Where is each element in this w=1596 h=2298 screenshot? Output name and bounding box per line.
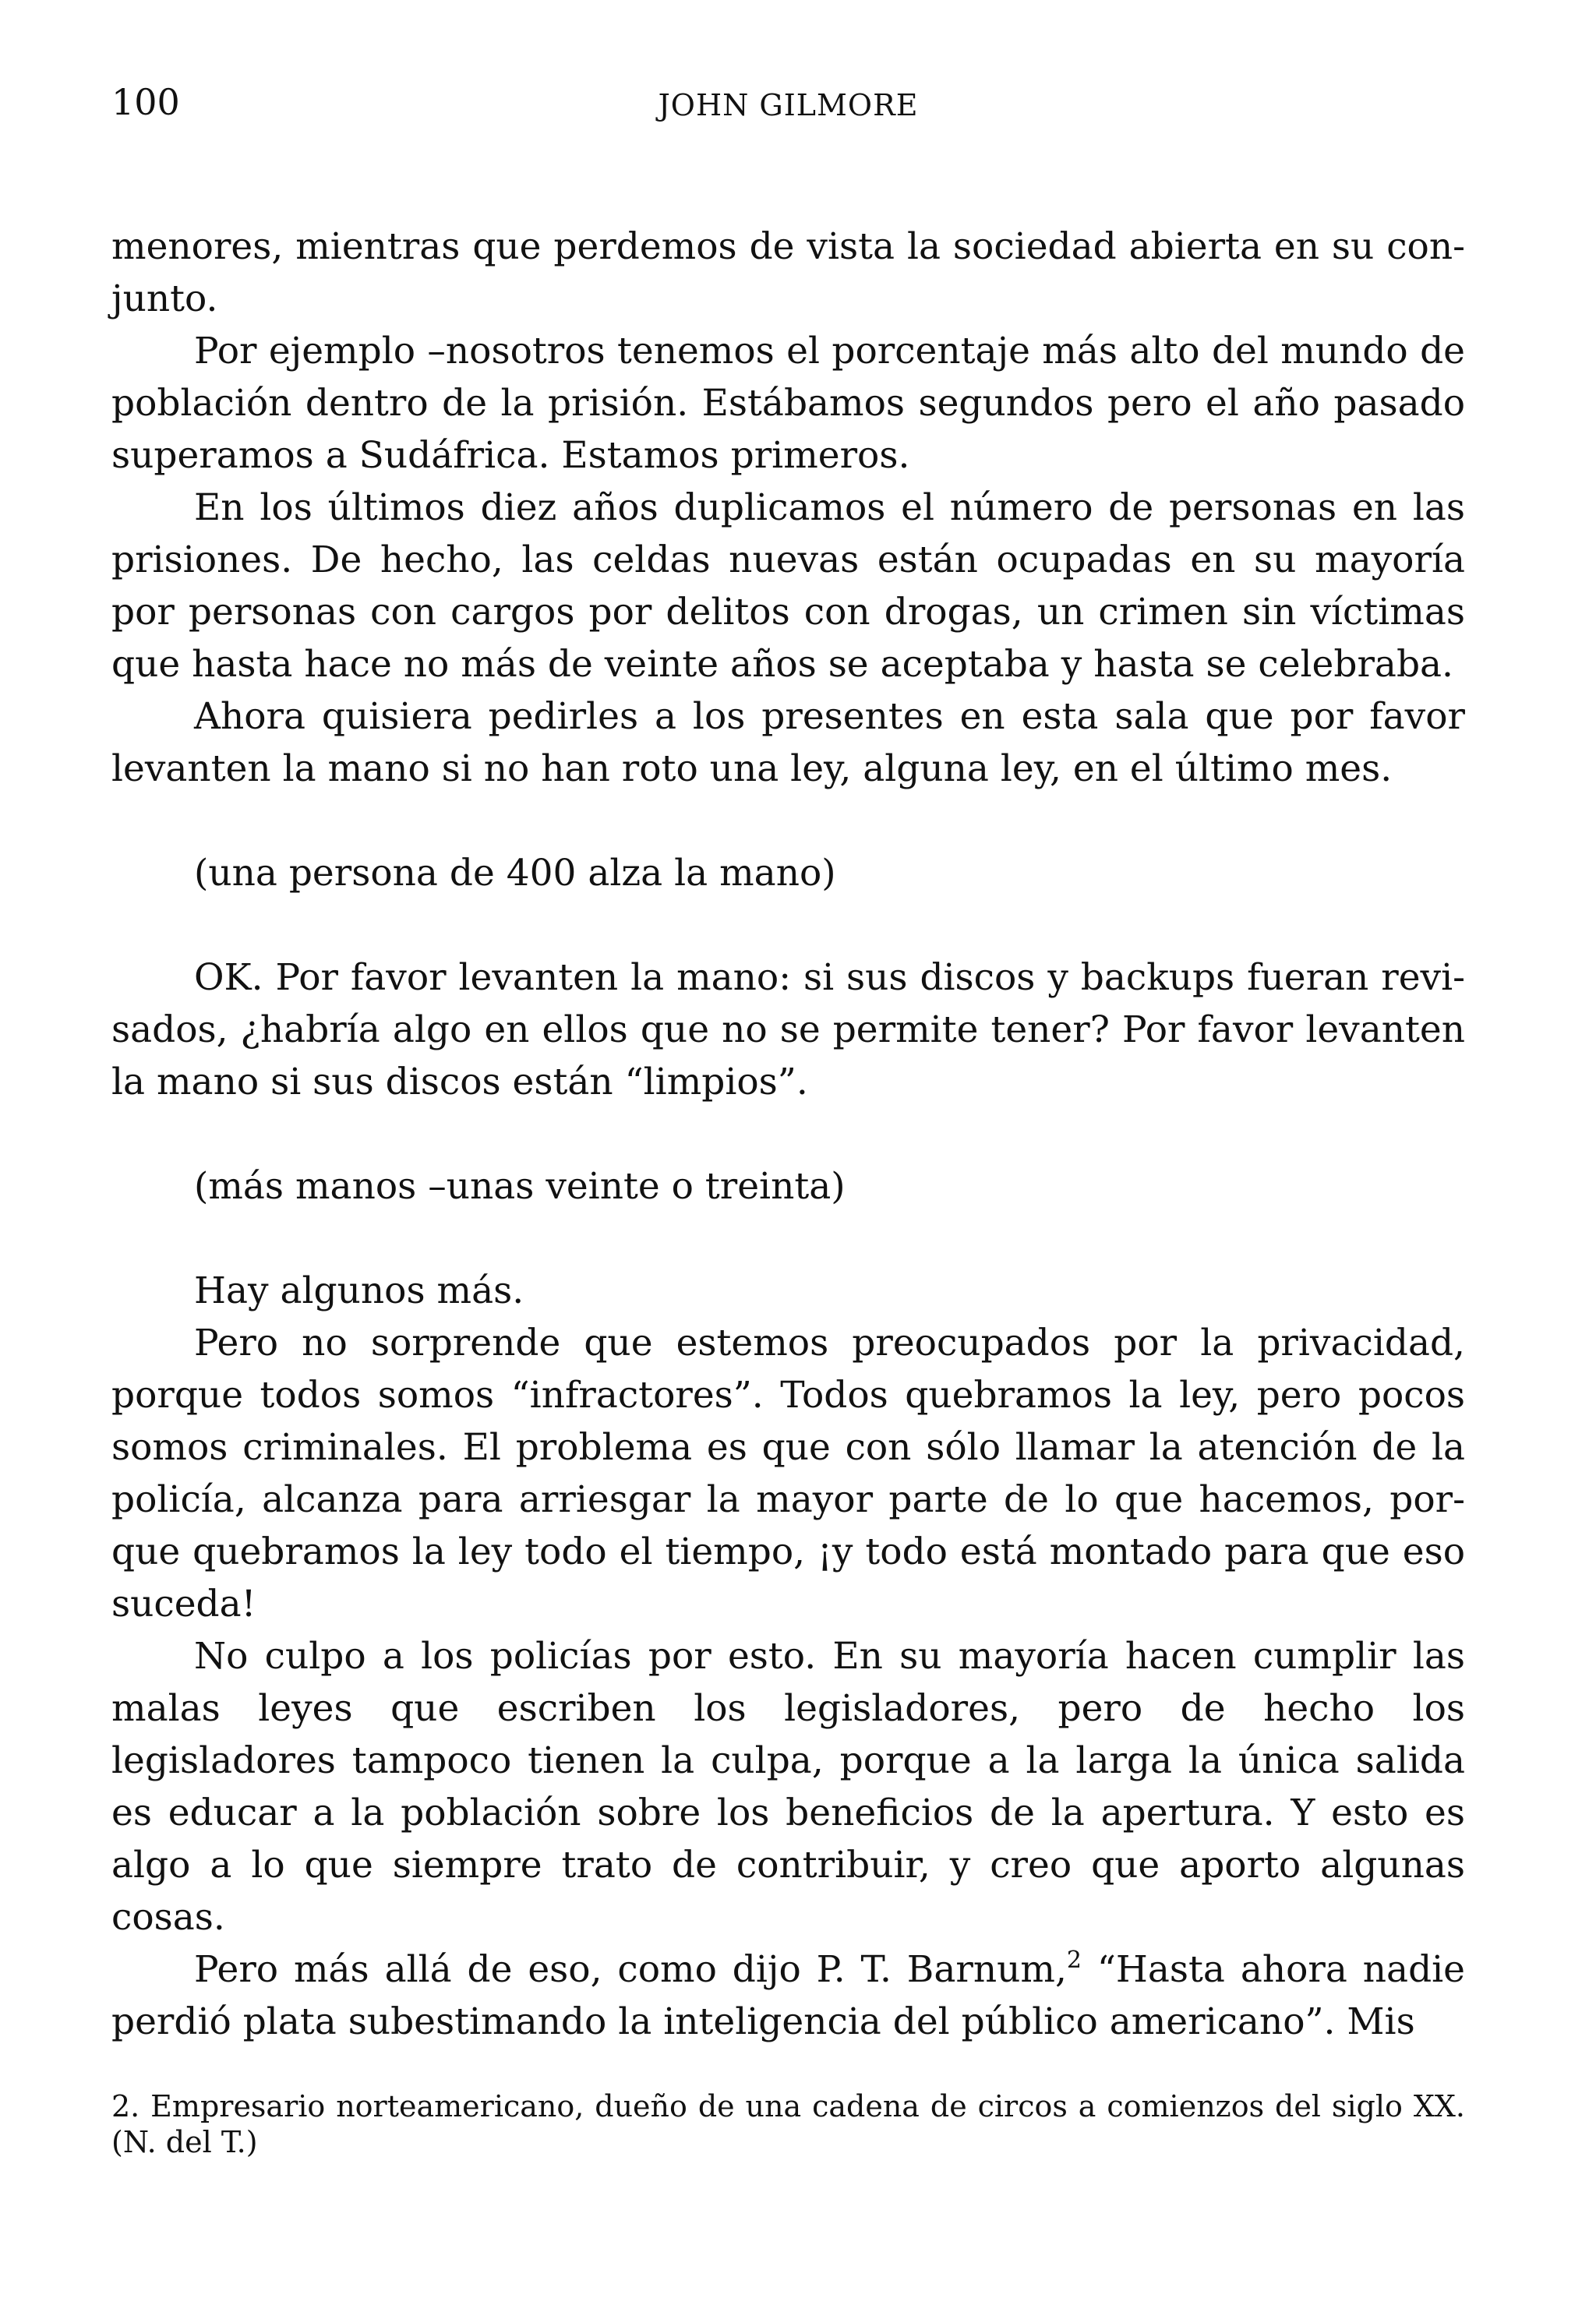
paragraph [111,1943,1465,2048]
paragraph: menores, mientras que perdemos de vista la sociedad abierta en su conjunto. [111,225,1465,320]
page-number: 100 [111,81,180,123]
paragraph: Hay algunos más. [194,1269,524,1312]
stage-direction: (una persona de 400 alza la mano) [194,852,836,895]
running-head: JOHN GILMORE [658,88,919,122]
paragraph-text: “Hasta ahora nadie perdió plata subestimando la inteligencia del público americano”. Mis [111,1948,1465,2043]
paragraph: Pero no sorprende que estemos preocupados por la privacidad, porque todos somos “infractores”. Todos quebramos la ley, pero pocos somos criminales. El problema es que con sólo llamar la atención de la policía, alcanza para arriesgar la mayor parte de lo que hacemos, porque quebramos la ley todo el tiempo, ¡y todo está montado para que eso suceda! [111,1322,1465,1626]
body-text [111,221,1465,2048]
footnote: 2. Empresario norteamericano, dueño de una cadena de circos a comienzos del siglo XX. (N. del T.) [111,2089,1465,2159]
paragraph-text: Pero más allá de eso, como dijo P. T. Barnum, [194,1948,1067,1991]
footnote-reference[interactable]: 2 [1066,1947,1082,1974]
stage-direction: (más manos –unas veinte o treinta) [194,1165,846,1208]
book-page [111,0,1465,2298]
paragraph: En los últimos diez años duplicamos el número de personas en las prisiones. De hecho, las celdas nuevas están ocupadas en su mayoría por personas con cargos por delitos con drogas, un crimen sin víctimas que hasta hace no más de veinte años se aceptaba y hasta se celebraba. [111,486,1465,686]
page-header [111,75,1465,129]
paragraph: No culpo a los policías por esto. En su mayoría hacen cumplir las malas leyes que escriben los legisladores, pero de hecho los legisladores tampoco tienen la culpa, porque a la larga la única salida es educar a la población sobre los beneficios de la apertura. Y esto es algo a lo que siempre trato de contribuir, y creo que aporto algunas cosas. [111,1635,1465,1939]
paragraph: Ahora quisiera pedirles a los presentes en esta sala que por favor levanten la mano si no han roto una ley, alguna ley, en el último mes. [111,695,1465,790]
paragraph: Por ejemplo –nosotros tenemos el porcentaje más alto del mundo de población dentro de la prisión. Estábamos segundos pero el año pasado superamos a Sudáfrica. Estamos primeros. [111,330,1465,477]
paragraph: OK. Por favor levanten la mano: si sus discos y backups fueran revisados, ¿habría algo en ellos que no se permite tener? Por favor levanten la mano si sus discos están “limpios”. [111,956,1465,1103]
